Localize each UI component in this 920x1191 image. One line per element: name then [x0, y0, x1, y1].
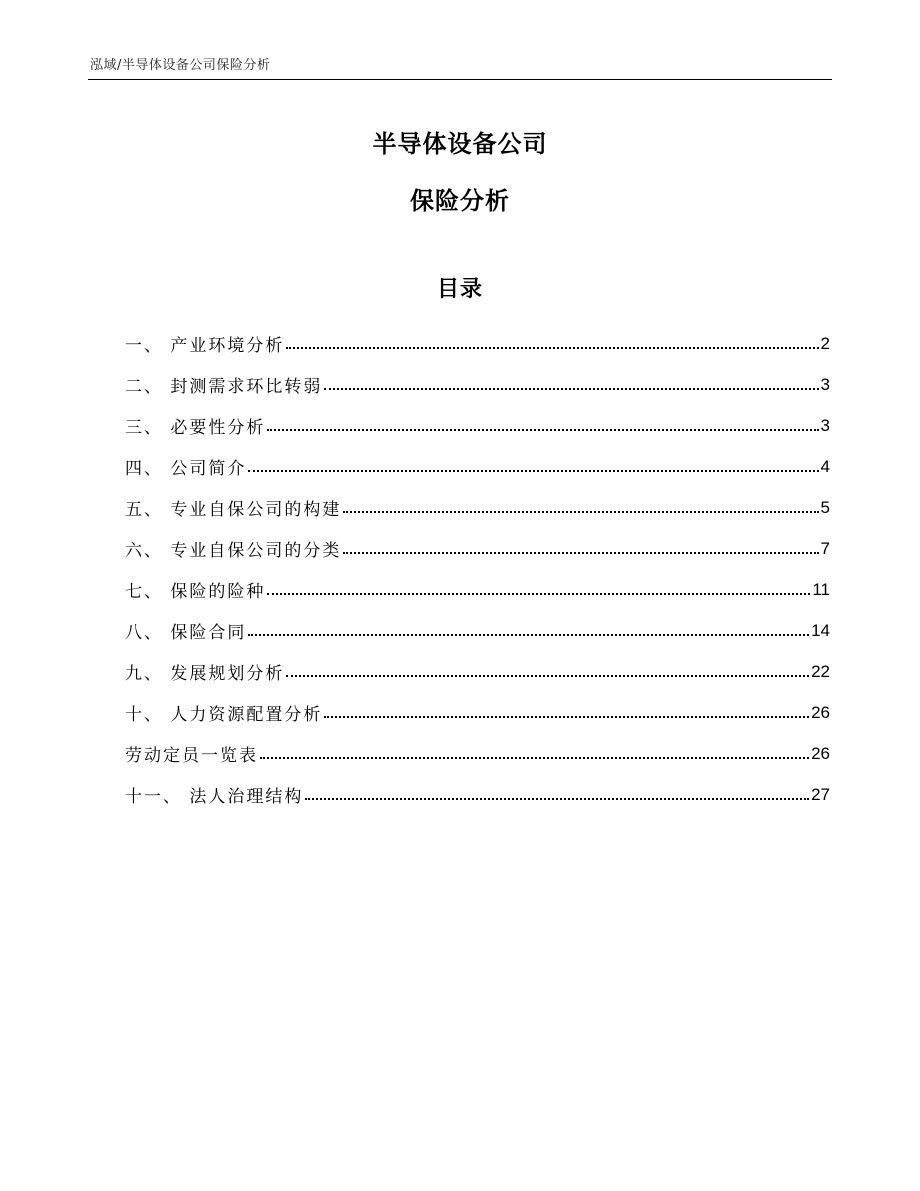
toc-entry[interactable] [125, 323, 830, 364]
toc-entry-page: 26 [811, 743, 830, 763]
toc-heading: 目录 [436, 277, 483, 302]
toc-dot-leader [324, 388, 818, 390]
toc-entry-page: 22 [811, 661, 830, 681]
toc-entry-label: 七、 保险的险种 [125, 582, 266, 602]
toc-dot-leader [248, 634, 809, 636]
toc-entry-label: 劳动定员一览表 [125, 746, 258, 766]
toc-dot-leader [267, 429, 818, 431]
toc-entry-label: 一、 产业环境分析 [125, 336, 285, 356]
toc-entry-page: 4 [820, 456, 830, 476]
toc-dot-leader [267, 593, 810, 595]
toc-entry-page: 27 [811, 784, 830, 804]
toc-entry[interactable] [125, 651, 830, 692]
toc-entry[interactable] [125, 774, 830, 815]
table-of-contents [125, 323, 830, 815]
toc-entry-label: 五、 专业自保公司的构建 [125, 500, 342, 520]
toc-dot-leader [305, 798, 809, 800]
toc-entry-page: 14 [811, 620, 830, 640]
toc-entry-label: 三、 必要性分析 [125, 418, 266, 438]
document-subtitle: 保险分析 [410, 187, 510, 215]
toc-dot-leader [260, 757, 809, 759]
toc-entry-label: 六、 专业自保公司的分类 [125, 541, 342, 561]
toc-entry-page: 2 [820, 333, 830, 353]
toc-entry-page: 3 [820, 415, 830, 435]
toc-entry[interactable] [125, 692, 830, 733]
toc-entry[interactable] [125, 733, 830, 774]
toc-entry[interactable] [125, 528, 830, 569]
toc-dot-leader [286, 347, 818, 349]
toc-entry[interactable] [125, 446, 830, 487]
toc-dot-leader [343, 511, 818, 513]
toc-dot-leader [343, 552, 818, 554]
toc-entry-label: 九、 发展规划分析 [125, 664, 285, 684]
toc-entry[interactable] [125, 487, 830, 528]
page-header: 泓域/半导体设备公司保险分析 [90, 58, 271, 73]
toc-entry-label: 二、 封测需求环比转弱 [125, 377, 323, 397]
toc-entry-page: 5 [820, 497, 830, 517]
toc-dot-leader [324, 716, 809, 718]
toc-entry-label: 四、 公司简介 [125, 459, 247, 479]
toc-dot-leader [286, 675, 809, 677]
toc-entry-page: 3 [820, 374, 830, 394]
toc-entry[interactable] [125, 610, 830, 651]
toc-entry-page: 26 [811, 702, 830, 722]
toc-entry-page: 7 [820, 538, 830, 558]
toc-entry[interactable] [125, 364, 830, 405]
toc-entry-label: 八、 保险合同 [125, 623, 247, 643]
toc-entry[interactable] [125, 405, 830, 446]
toc-entry-label: 十一、 法人治理结构 [125, 787, 304, 807]
toc-dot-leader [248, 470, 818, 472]
header-divider [88, 79, 832, 80]
toc-entry-label: 十、 人力资源配置分析 [125, 705, 323, 725]
toc-entry[interactable] [125, 569, 830, 610]
document-title: 半导体设备公司 [372, 130, 548, 158]
toc-entry-page: 11 [812, 579, 830, 599]
